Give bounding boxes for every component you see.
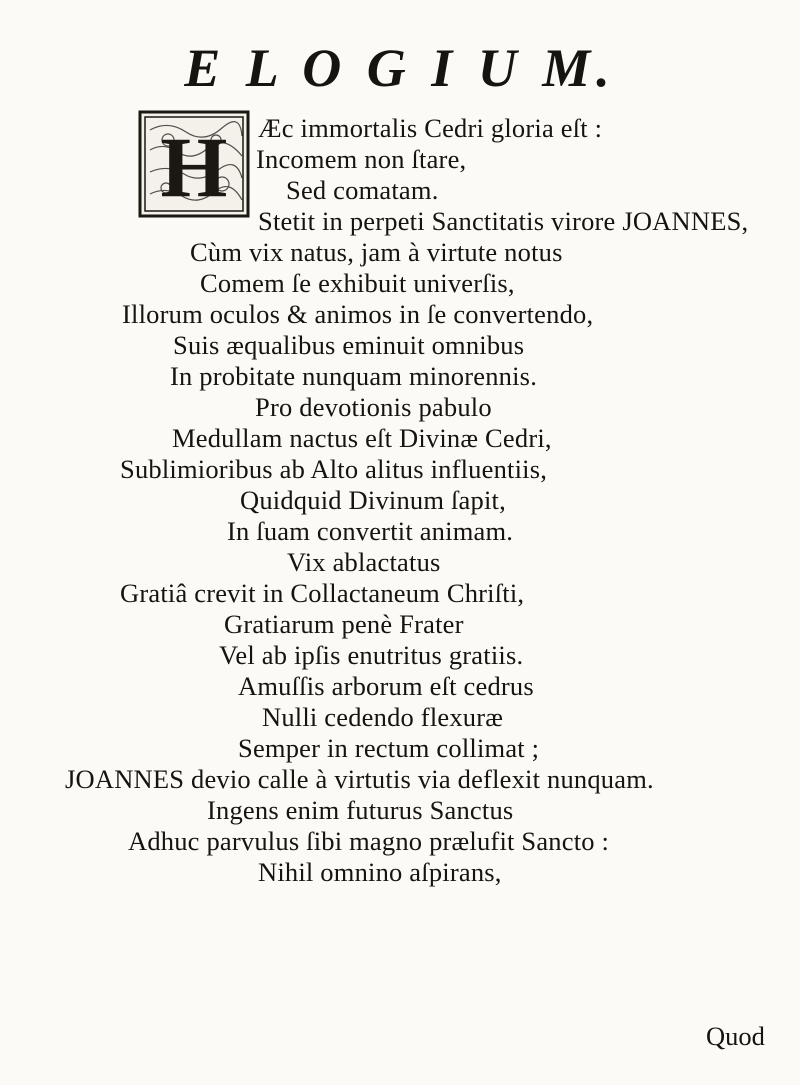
- text-line: JOANNES devio calle à virtutis via deflexit nunquam.: [65, 764, 654, 794]
- text-line: Sed comatam.: [286, 175, 439, 205]
- decorated-initial-letter: [138, 110, 250, 218]
- text-line: Incomem non ſtare,: [256, 144, 467, 174]
- text-line: Gratiarum penè Frater: [224, 609, 464, 639]
- text-line: Illorum oculos & animos in ſe convertendo,: [122, 299, 594, 329]
- text-line: Quidquid Divinum ſapit,: [240, 485, 506, 515]
- initial-letter: H: [160, 119, 228, 215]
- page-title: E L O G I U M.: [184, 38, 616, 98]
- text-line: Stetit in perpeti Sanctitatis virore JOANNES,: [258, 206, 749, 236]
- text-line: In probitate nunquam minorennis.: [170, 361, 538, 391]
- text-line: Nihil omnino aſpirans,: [258, 857, 502, 887]
- text-line: Pro devotionis pabulo: [255, 392, 492, 422]
- text-line: Sublimioribus ab Alto alitus influentiis,: [120, 454, 548, 484]
- text-line: Suis æqualibus eminuit omnibus: [173, 330, 525, 360]
- text-line: Semper in rectum collimat ;: [238, 733, 540, 763]
- text-line: Nulli cedendo flexuræ: [262, 702, 504, 732]
- text-line: Medullam nactus eſt Divinæ Cedri,: [172, 423, 552, 453]
- text-line: Vix ablactatus: [287, 547, 441, 577]
- text-line: Vel ab ipſis enutritus gratiis.: [219, 640, 524, 670]
- text-line: Amuſſis arborum eſt cedrus: [238, 671, 534, 701]
- text-line: Adhuc parvulus ſibi magno prælufit Sancto :: [128, 826, 610, 856]
- catchword: Quod: [706, 1021, 765, 1051]
- text-line: Æc immortalis Cedri gloria eſt :: [258, 113, 603, 143]
- text-line: Gratiâ crevit in Collactaneum Chriſti,: [120, 578, 525, 608]
- text-line: In ſuam convertit animam.: [227, 516, 514, 546]
- ornamental-initial-icon: [138, 110, 250, 218]
- text-line: Ingens enim futurus Sanctus: [207, 795, 514, 825]
- text-line: Cùm vix natus, jam à virtute notus: [190, 237, 563, 267]
- text-line: Comem ſe exhibuit univerſis,: [200, 268, 515, 298]
